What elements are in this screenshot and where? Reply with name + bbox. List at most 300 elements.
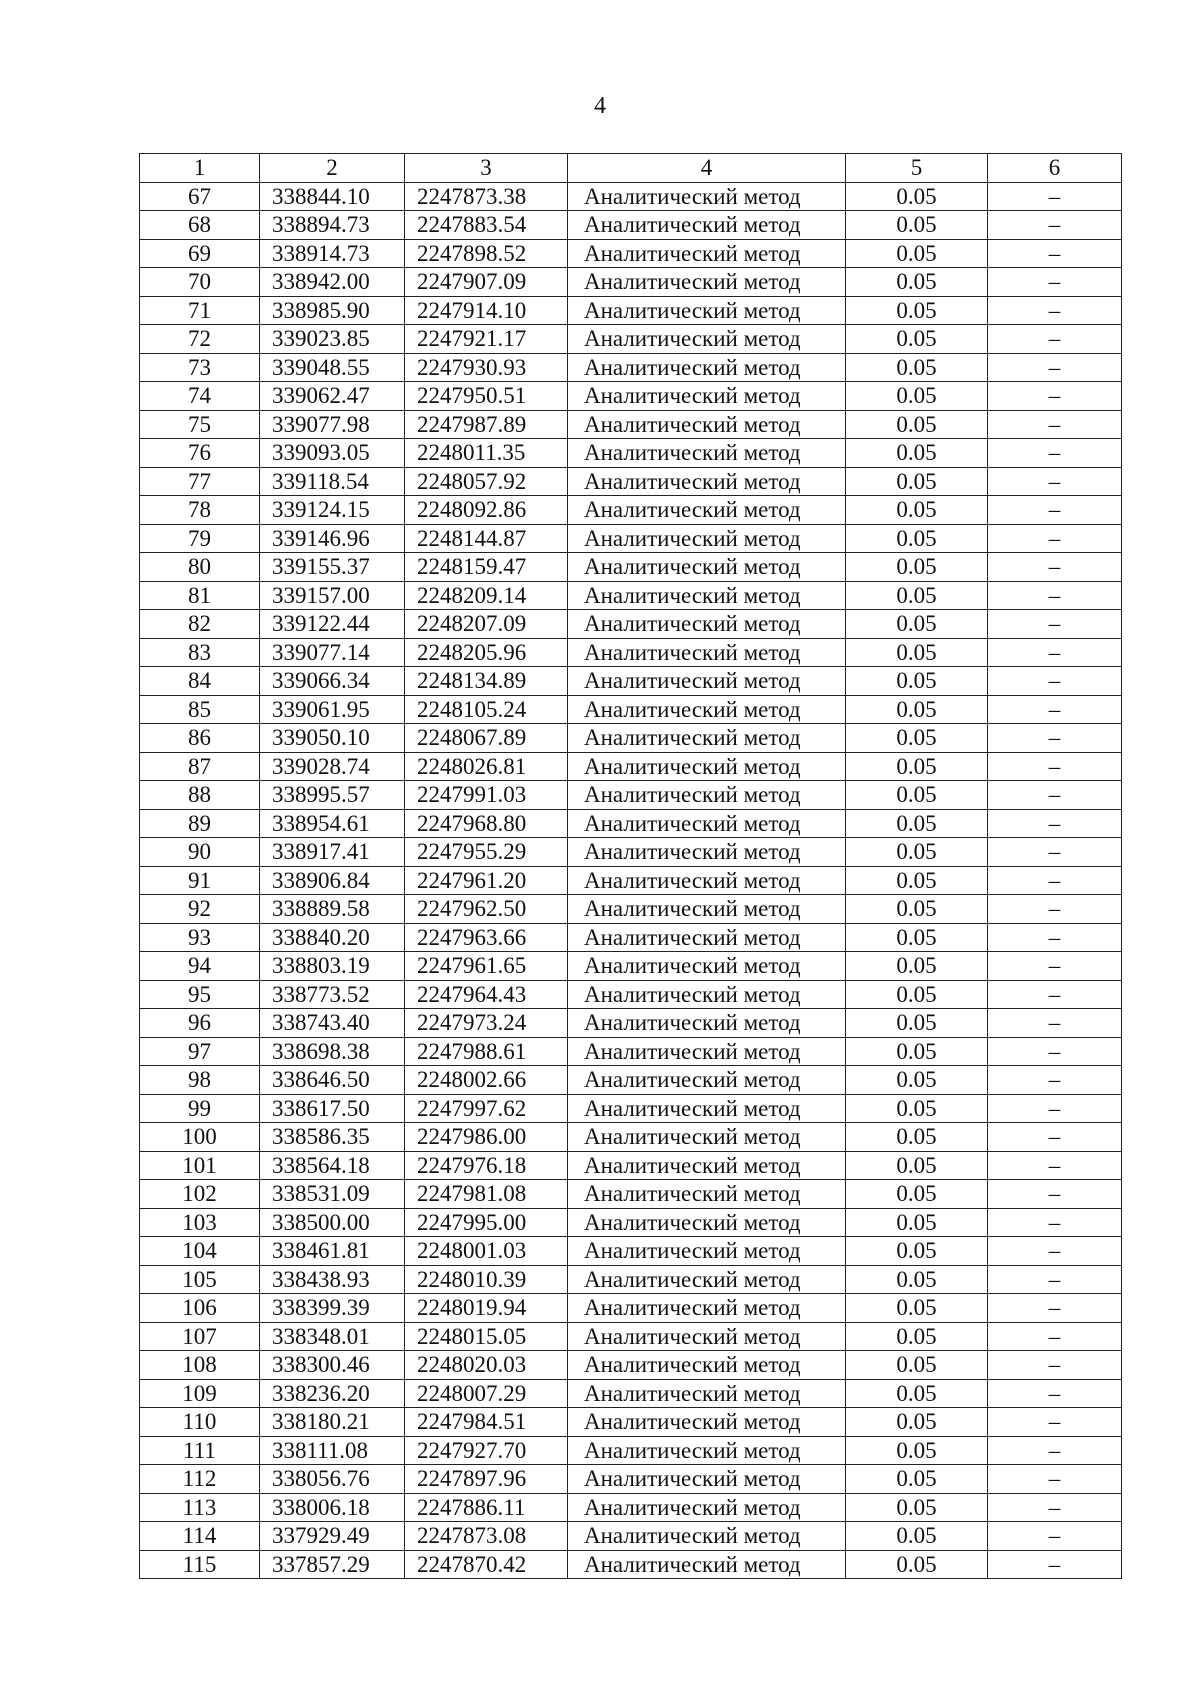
cell-method: Аналитический метод: [568, 182, 846, 211]
table-row: [140, 524, 1122, 553]
cell-method: Аналитический метод: [568, 1094, 846, 1123]
cell-y: 2247963.66: [405, 923, 568, 952]
table-body: [140, 182, 1122, 1579]
table-row: [140, 467, 1122, 496]
cell-y: 2247898.52: [405, 239, 568, 268]
cell-note: –: [988, 724, 1122, 753]
cell-accuracy: 0.05: [846, 496, 988, 525]
table-row: [140, 866, 1122, 895]
cell-method: Аналитический метод: [568, 268, 846, 297]
cell-method: Аналитический метод: [568, 1351, 846, 1380]
cell-note: –: [988, 1265, 1122, 1294]
cell-y: 2247964.43: [405, 980, 568, 1009]
cell-x: 338348.01: [260, 1322, 405, 1351]
cell-note: –: [988, 1066, 1122, 1095]
cell-point-number: 100: [140, 1123, 260, 1152]
cell-x: 338646.50: [260, 1066, 405, 1095]
cell-x: 339050.10: [260, 724, 405, 753]
cell-point-number: 113: [140, 1493, 260, 1522]
cell-y: 2247930.93: [405, 353, 568, 382]
cell-x: 339077.98: [260, 410, 405, 439]
cell-point-number: 68: [140, 211, 260, 240]
cell-x: 338894.73: [260, 211, 405, 240]
cell-note: –: [988, 1379, 1122, 1408]
cell-note: –: [988, 1009, 1122, 1038]
cell-note: –: [988, 866, 1122, 895]
table-row: [140, 1322, 1122, 1351]
cell-x: 339122.44: [260, 610, 405, 639]
cell-method: Аналитический метод: [568, 496, 846, 525]
cell-note: –: [988, 695, 1122, 724]
cell-method: Аналитический метод: [568, 1379, 846, 1408]
cell-method: Аналитический метод: [568, 1322, 846, 1351]
cell-point-number: 76: [140, 439, 260, 468]
cell-x: 338889.58: [260, 895, 405, 924]
cell-point-number: 70: [140, 268, 260, 297]
cell-method: Аналитический метод: [568, 1265, 846, 1294]
header-cell-method: 4: [568, 154, 846, 183]
cell-x: 339048.55: [260, 353, 405, 382]
header-row: [140, 154, 1122, 183]
cell-method: Аналитический метод: [568, 581, 846, 610]
cell-note: –: [988, 980, 1122, 1009]
header-cell-accuracy: 5: [846, 154, 988, 183]
cell-point-number: 94: [140, 952, 260, 981]
table-row: [140, 1522, 1122, 1551]
cell-x: 338773.52: [260, 980, 405, 1009]
cell-y: 2248011.35: [405, 439, 568, 468]
cell-x: 339028.74: [260, 752, 405, 781]
cell-x: 338954.61: [260, 809, 405, 838]
table-row: [140, 439, 1122, 468]
cell-x: 339155.37: [260, 553, 405, 582]
cell-y: 2247873.08: [405, 1522, 568, 1551]
cell-x: 338461.81: [260, 1237, 405, 1266]
coordinates-table: [139, 153, 1122, 1579]
table-header: [140, 154, 1122, 183]
cell-note: –: [988, 781, 1122, 810]
cell-y: 2248015.05: [405, 1322, 568, 1351]
table-row: [140, 1208, 1122, 1237]
table-row: [140, 980, 1122, 1009]
cell-point-number: 88: [140, 781, 260, 810]
cell-method: Аналитический метод: [568, 1408, 846, 1437]
cell-x: 338840.20: [260, 923, 405, 952]
cell-y: 2248067.89: [405, 724, 568, 753]
cell-method: Аналитический метод: [568, 610, 846, 639]
cell-accuracy: 0.05: [846, 467, 988, 496]
cell-point-number: 80: [140, 553, 260, 582]
cell-x: 338906.84: [260, 866, 405, 895]
cell-x: 339077.14: [260, 638, 405, 667]
table-row: [140, 1037, 1122, 1066]
cell-point-number: 98: [140, 1066, 260, 1095]
table-row: [140, 695, 1122, 724]
cell-accuracy: 0.05: [846, 1550, 988, 1579]
cell-method: Аналитический метод: [568, 838, 846, 867]
cell-accuracy: 0.05: [846, 1493, 988, 1522]
table-row: [140, 1465, 1122, 1494]
cell-note: –: [988, 182, 1122, 211]
cell-x: 338500.00: [260, 1208, 405, 1237]
cell-point-number: 108: [140, 1351, 260, 1380]
table-row: [140, 1151, 1122, 1180]
cell-accuracy: 0.05: [846, 353, 988, 382]
header-cell-point-number: 1: [140, 154, 260, 183]
cell-note: –: [988, 296, 1122, 325]
table-row: [140, 952, 1122, 981]
cell-accuracy: 0.05: [846, 553, 988, 582]
table-row: [140, 1123, 1122, 1152]
cell-x: 337857.29: [260, 1550, 405, 1579]
cell-y: 2247873.38: [405, 182, 568, 211]
cell-accuracy: 0.05: [846, 866, 988, 895]
cell-x: 337929.49: [260, 1522, 405, 1551]
cell-y: 2247981.08: [405, 1180, 568, 1209]
cell-y: 2247955.29: [405, 838, 568, 867]
cell-point-number: 72: [140, 325, 260, 354]
cell-point-number: 114: [140, 1522, 260, 1551]
cell-method: Аналитический метод: [568, 695, 846, 724]
cell-note: –: [988, 667, 1122, 696]
cell-y: 2247883.54: [405, 211, 568, 240]
cell-method: Аналитический метод: [568, 895, 846, 924]
cell-point-number: 95: [140, 980, 260, 1009]
table-row: [140, 638, 1122, 667]
cell-point-number: 97: [140, 1037, 260, 1066]
cell-accuracy: 0.05: [846, 952, 988, 981]
cell-method: Аналитический метод: [568, 1066, 846, 1095]
cell-accuracy: 0.05: [846, 296, 988, 325]
cell-accuracy: 0.05: [846, 1123, 988, 1152]
cell-method: Аналитический метод: [568, 1237, 846, 1266]
table-row: [140, 838, 1122, 867]
cell-accuracy: 0.05: [846, 1151, 988, 1180]
cell-note: –: [988, 1094, 1122, 1123]
cell-x: 339066.34: [260, 667, 405, 696]
table-row: [140, 1351, 1122, 1380]
cell-x: 338531.09: [260, 1180, 405, 1209]
cell-note: –: [988, 524, 1122, 553]
cell-method: Аналитический метод: [568, 211, 846, 240]
cell-accuracy: 0.05: [846, 923, 988, 952]
cell-y: 2248020.03: [405, 1351, 568, 1380]
page-number: 4: [594, 93, 606, 119]
cell-point-number: 71: [140, 296, 260, 325]
cell-accuracy: 0.05: [846, 1522, 988, 1551]
cell-note: –: [988, 1180, 1122, 1209]
cell-y: 2247907.09: [405, 268, 568, 297]
cell-note: –: [988, 211, 1122, 240]
cell-accuracy: 0.05: [846, 524, 988, 553]
cell-method: Аналитический метод: [568, 410, 846, 439]
cell-point-number: 89: [140, 809, 260, 838]
table-row: [140, 1094, 1122, 1123]
cell-method: Аналитический метод: [568, 667, 846, 696]
cell-accuracy: 0.05: [846, 1379, 988, 1408]
cell-y: 2248105.24: [405, 695, 568, 724]
cell-note: –: [988, 239, 1122, 268]
cell-note: –: [988, 268, 1122, 297]
table-row: [140, 667, 1122, 696]
cell-method: Аналитический метод: [568, 553, 846, 582]
cell-x: 338617.50: [260, 1094, 405, 1123]
cell-accuracy: 0.05: [846, 809, 988, 838]
cell-note: –: [988, 1351, 1122, 1380]
cell-note: –: [988, 382, 1122, 411]
cell-accuracy: 0.05: [846, 1465, 988, 1494]
cell-point-number: 90: [140, 838, 260, 867]
cell-method: Аналитический метод: [568, 638, 846, 667]
cell-method: Аналитический метод: [568, 239, 846, 268]
cell-x: 338564.18: [260, 1151, 405, 1180]
cell-accuracy: 0.05: [846, 895, 988, 924]
cell-x: 338844.10: [260, 182, 405, 211]
cell-accuracy: 0.05: [846, 1322, 988, 1351]
table-row: [140, 496, 1122, 525]
cell-accuracy: 0.05: [846, 695, 988, 724]
cell-point-number: 104: [140, 1237, 260, 1266]
cell-y: 2247991.03: [405, 781, 568, 810]
cell-accuracy: 0.05: [846, 1265, 988, 1294]
cell-y: 2247976.18: [405, 1151, 568, 1180]
cell-x: 338586.35: [260, 1123, 405, 1152]
cell-note: –: [988, 1237, 1122, 1266]
cell-point-number: 115: [140, 1550, 260, 1579]
cell-x: 339118.54: [260, 467, 405, 496]
cell-method: Аналитический метод: [568, 1436, 846, 1465]
cell-x: 338698.38: [260, 1037, 405, 1066]
cell-point-number: 69: [140, 239, 260, 268]
cell-accuracy: 0.05: [846, 667, 988, 696]
cell-point-number: 84: [140, 667, 260, 696]
cell-point-number: 109: [140, 1379, 260, 1408]
cell-note: –: [988, 496, 1122, 525]
table-row: [140, 1493, 1122, 1522]
cell-accuracy: 0.05: [846, 1094, 988, 1123]
cell-point-number: 67: [140, 182, 260, 211]
cell-method: Аналитический метод: [568, 1294, 846, 1323]
cell-note: –: [988, 1522, 1122, 1551]
cell-y: 2248002.66: [405, 1066, 568, 1095]
header-cell-note: 6: [988, 154, 1122, 183]
table-row: [140, 1436, 1122, 1465]
cell-method: Аналитический метод: [568, 781, 846, 810]
cell-point-number: 87: [140, 752, 260, 781]
cell-method: Аналитический метод: [568, 1493, 846, 1522]
cell-accuracy: 0.05: [846, 980, 988, 1009]
cell-accuracy: 0.05: [846, 1208, 988, 1237]
cell-accuracy: 0.05: [846, 410, 988, 439]
cell-accuracy: 0.05: [846, 1037, 988, 1066]
cell-note: –: [988, 752, 1122, 781]
cell-note: –: [988, 1436, 1122, 1465]
cell-accuracy: 0.05: [846, 1237, 988, 1266]
cell-point-number: 99: [140, 1094, 260, 1123]
table-row: [140, 895, 1122, 924]
cell-method: Аналитический метод: [568, 1208, 846, 1237]
table-row: [140, 382, 1122, 411]
cell-y: 2248159.47: [405, 553, 568, 582]
cell-y: 2248144.87: [405, 524, 568, 553]
cell-note: –: [988, 353, 1122, 382]
cell-method: Аналитический метод: [568, 296, 846, 325]
header-cell-y: 3: [405, 154, 568, 183]
cell-y: 2247988.61: [405, 1037, 568, 1066]
cell-point-number: 77: [140, 467, 260, 496]
table-row: [140, 410, 1122, 439]
cell-method: Аналитический метод: [568, 1465, 846, 1494]
cell-note: –: [988, 1465, 1122, 1494]
cell-y: 2248026.81: [405, 752, 568, 781]
cell-note: –: [988, 1294, 1122, 1323]
cell-x: 338743.40: [260, 1009, 405, 1038]
cell-method: Аналитический метод: [568, 1037, 846, 1066]
cell-x: 338985.90: [260, 296, 405, 325]
cell-note: –: [988, 1151, 1122, 1180]
cell-note: –: [988, 895, 1122, 924]
cell-y: 2247886.11: [405, 1493, 568, 1522]
cell-method: Аналитический метод: [568, 524, 846, 553]
table-row: [140, 581, 1122, 610]
cell-note: –: [988, 610, 1122, 639]
cell-x: 339093.05: [260, 439, 405, 468]
cell-point-number: 78: [140, 496, 260, 525]
cell-point-number: 96: [140, 1009, 260, 1038]
cell-method: Аналитический метод: [568, 1009, 846, 1038]
cell-point-number: 74: [140, 382, 260, 411]
cell-note: –: [988, 581, 1122, 610]
cell-x: 339124.15: [260, 496, 405, 525]
cell-x: 338056.76: [260, 1465, 405, 1494]
cell-x: 338942.00: [260, 268, 405, 297]
cell-x: 339157.00: [260, 581, 405, 610]
cell-point-number: 86: [140, 724, 260, 753]
cell-point-number: 101: [140, 1151, 260, 1180]
cell-note: –: [988, 1322, 1122, 1351]
cell-note: –: [988, 410, 1122, 439]
cell-accuracy: 0.05: [846, 838, 988, 867]
cell-point-number: 111: [140, 1436, 260, 1465]
cell-y: 2247995.00: [405, 1208, 568, 1237]
cell-x: 339062.47: [260, 382, 405, 411]
table-row: [140, 211, 1122, 240]
cell-note: –: [988, 952, 1122, 981]
cell-note: –: [988, 1123, 1122, 1152]
cell-method: Аналитический метод: [568, 325, 846, 354]
cell-point-number: 79: [140, 524, 260, 553]
cell-point-number: 105: [140, 1265, 260, 1294]
cell-point-number: 85: [140, 695, 260, 724]
cell-y: 2247961.65: [405, 952, 568, 981]
table-row: [140, 1379, 1122, 1408]
cell-method: Аналитический метод: [568, 752, 846, 781]
cell-y: 2248019.94: [405, 1294, 568, 1323]
cell-method: Аналитический метод: [568, 1151, 846, 1180]
cell-method: Аналитический метод: [568, 1123, 846, 1152]
cell-accuracy: 0.05: [846, 1066, 988, 1095]
cell-method: Аналитический метод: [568, 923, 846, 952]
cell-point-number: 102: [140, 1180, 260, 1209]
table-row: [140, 752, 1122, 781]
cell-note: –: [988, 809, 1122, 838]
table-row: [140, 610, 1122, 639]
cell-y: 2247986.00: [405, 1123, 568, 1152]
table-row: [140, 809, 1122, 838]
cell-accuracy: 0.05: [846, 268, 988, 297]
table-row: [140, 182, 1122, 211]
cell-point-number: 110: [140, 1408, 260, 1437]
cell-point-number: 103: [140, 1208, 260, 1237]
cell-note: –: [988, 325, 1122, 354]
cell-x: 338236.20: [260, 1379, 405, 1408]
cell-x: 338917.41: [260, 838, 405, 867]
table-row: [140, 923, 1122, 952]
cell-note: –: [988, 923, 1122, 952]
cell-y: 2247962.50: [405, 895, 568, 924]
cell-method: Аналитический метод: [568, 353, 846, 382]
cell-point-number: 82: [140, 610, 260, 639]
cell-y: 2247973.24: [405, 1009, 568, 1038]
cell-y: 2248057.92: [405, 467, 568, 496]
cell-x: 339023.85: [260, 325, 405, 354]
cell-y: 2248209.14: [405, 581, 568, 610]
cell-y: 2248010.39: [405, 1265, 568, 1294]
cell-accuracy: 0.05: [846, 182, 988, 211]
cell-x: 338300.46: [260, 1351, 405, 1380]
table-row: [140, 553, 1122, 582]
cell-point-number: 73: [140, 353, 260, 382]
cell-method: Аналитический метод: [568, 1180, 846, 1209]
cell-y: 2247997.62: [405, 1094, 568, 1123]
cell-y: 2248092.86: [405, 496, 568, 525]
cell-y: 2247927.70: [405, 1436, 568, 1465]
cell-y: 2248205.96: [405, 638, 568, 667]
cell-accuracy: 0.05: [846, 610, 988, 639]
cell-accuracy: 0.05: [846, 724, 988, 753]
table-row: [140, 1237, 1122, 1266]
cell-method: Аналитический метод: [568, 467, 846, 496]
cell-y: 2247961.20: [405, 866, 568, 895]
cell-note: –: [988, 1493, 1122, 1522]
cell-x: 338399.39: [260, 1294, 405, 1323]
cell-point-number: 106: [140, 1294, 260, 1323]
cell-x: 339146.96: [260, 524, 405, 553]
cell-accuracy: 0.05: [846, 325, 988, 354]
table-row: [140, 1180, 1122, 1209]
table-row: [140, 1009, 1122, 1038]
cell-point-number: 112: [140, 1465, 260, 1494]
cell-accuracy: 0.05: [846, 1351, 988, 1380]
cell-x: 338438.93: [260, 1265, 405, 1294]
header-cell-x: 2: [260, 154, 405, 183]
cell-method: Аналитический метод: [568, 809, 846, 838]
cell-point-number: 107: [140, 1322, 260, 1351]
cell-accuracy: 0.05: [846, 439, 988, 468]
cell-y: 2247987.89: [405, 410, 568, 439]
cell-note: –: [988, 838, 1122, 867]
cell-accuracy: 0.05: [846, 1436, 988, 1465]
cell-method: Аналитический метод: [568, 439, 846, 468]
cell-point-number: 93: [140, 923, 260, 952]
cell-y: 2248207.09: [405, 610, 568, 639]
table-row: [140, 781, 1122, 810]
cell-x: 338803.19: [260, 952, 405, 981]
cell-point-number: 91: [140, 866, 260, 895]
table-row: [140, 1066, 1122, 1095]
cell-note: –: [988, 553, 1122, 582]
table-row: [140, 239, 1122, 268]
